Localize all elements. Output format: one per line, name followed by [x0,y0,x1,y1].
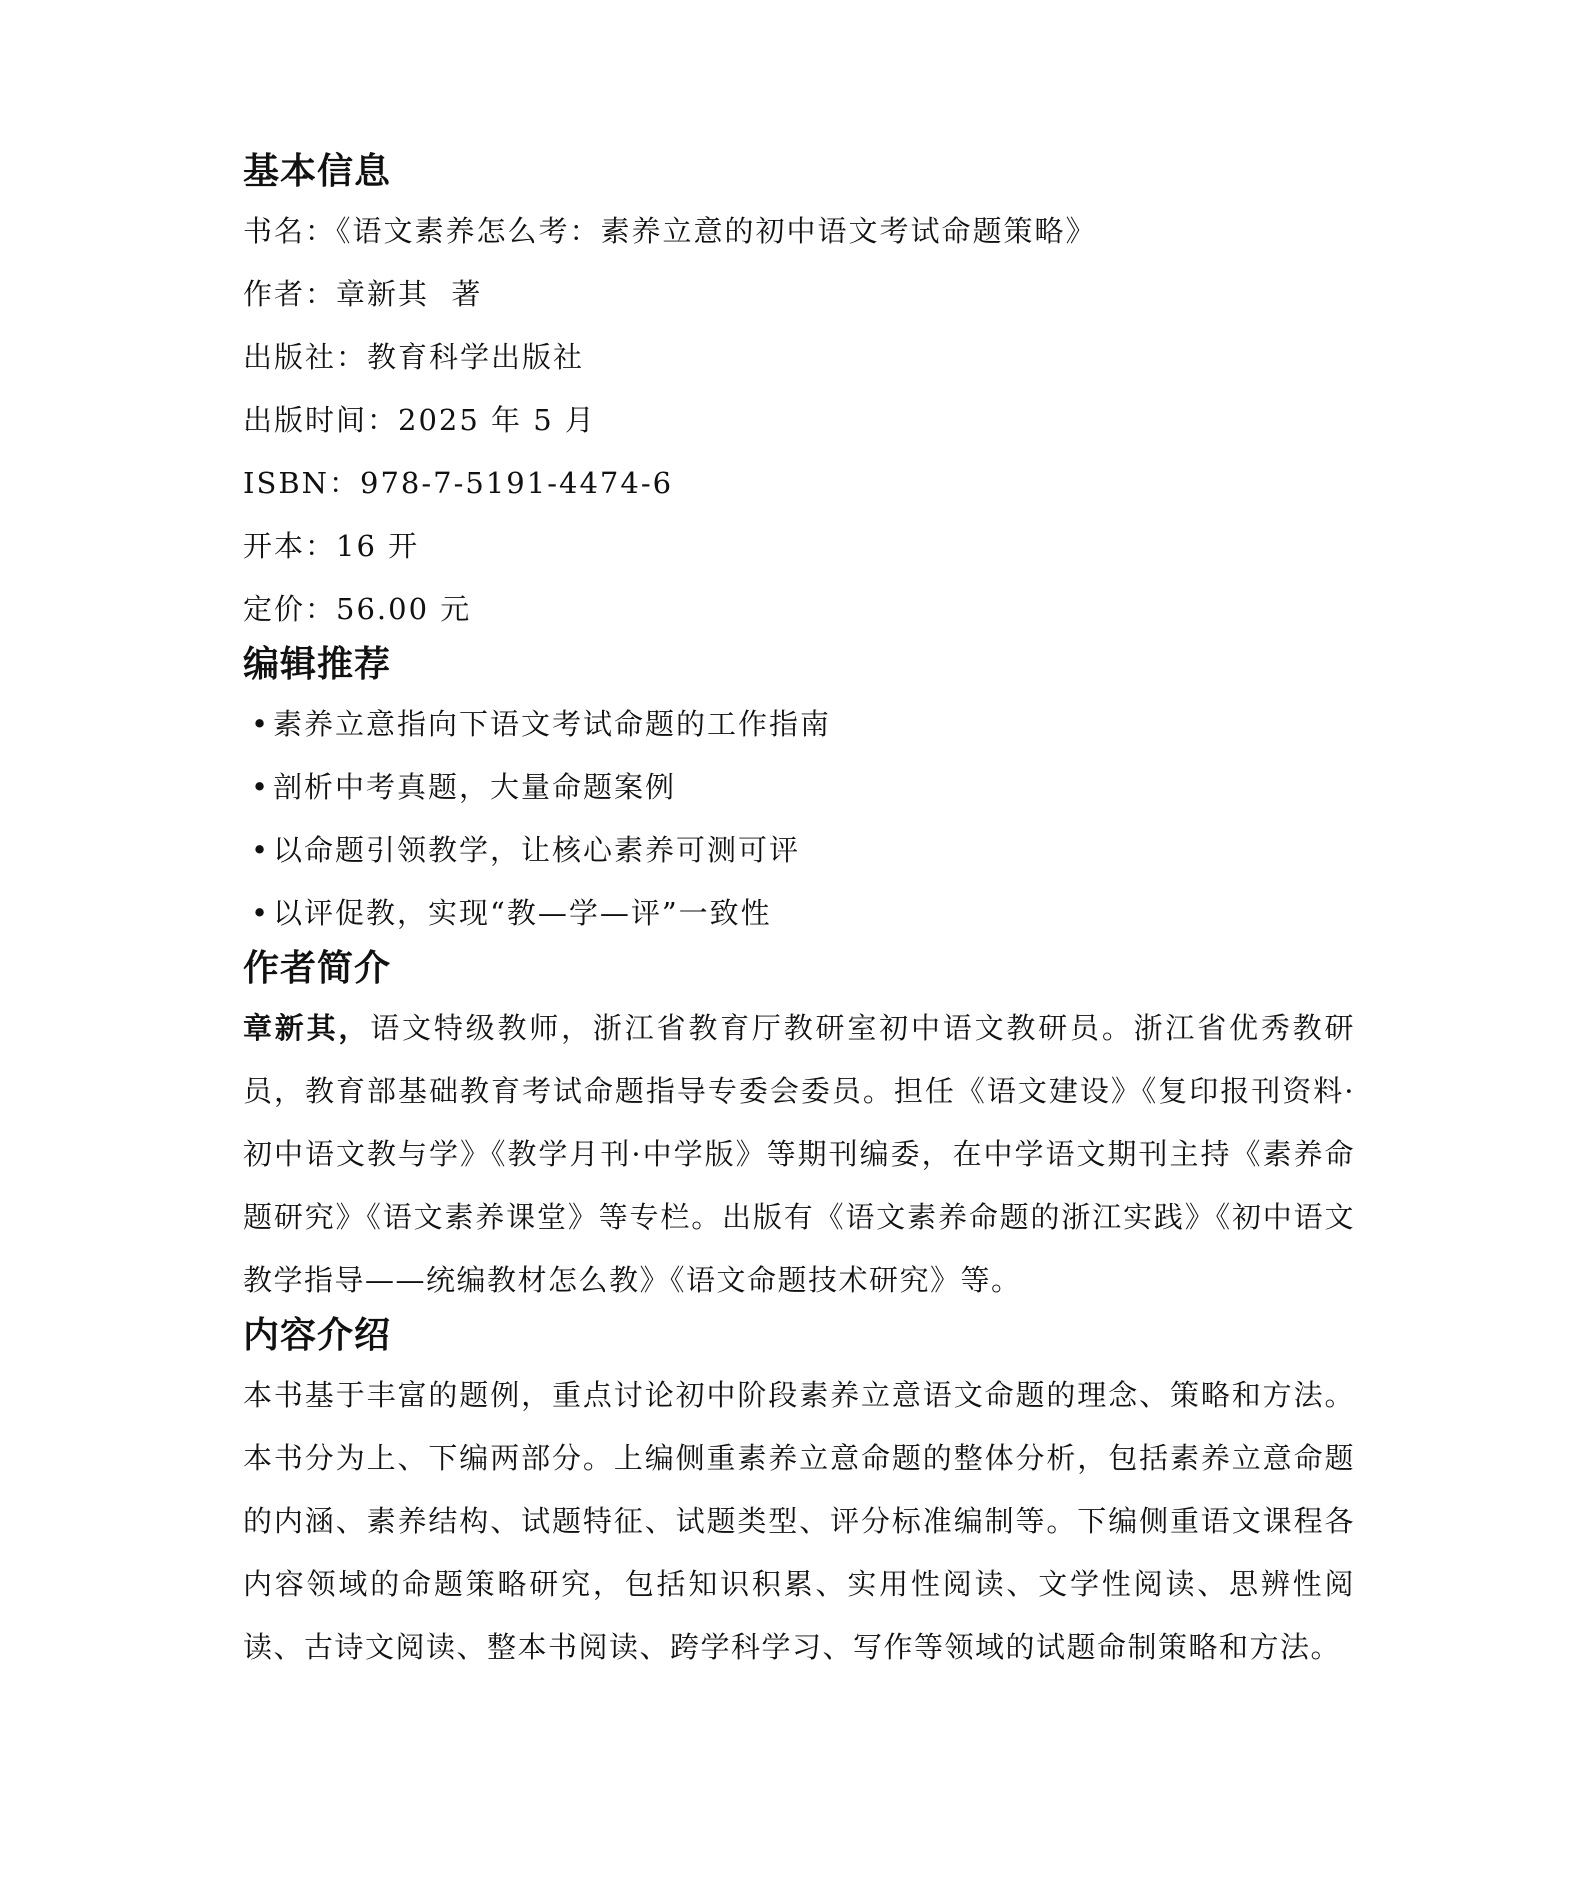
bullet-icon: • [251,707,271,741]
format-line: 开本：16 开 [243,529,420,563]
content-intro-paragraph: 本书基于丰富的题例，重点讨论初中阶段素养立意语文命题的理念、策略和方法。本书分为上、下编两部分。上编侧重素养立意命题的整体分析，包括素养立意命题的内涵、素养结构、试题特征、试题类型、评分标准编制等。下编侧重语文课程各内容领域的命题策略研究，包括知识积累、实用性阅读、文学性阅读、思辨性阅读、古诗文阅读、整本书阅读、跨学科学习、写作等领域的试题命制策略和方法。 [243,1378,1355,1664]
author-intro-paragraph [243,997,1355,1312]
recommendation-item [243,756,1355,819]
bullet-icon: • [251,896,271,930]
bullet-icon: • [251,833,271,867]
publisher-line: 出版社：教育科学出版社 [243,340,585,374]
author-intro-heading: 作者简介 [243,948,392,989]
book-title-line: 书名：《语文素养怎么考：素养立意的初中语文考试命题策略》 [243,214,1097,248]
basic-info-heading: 基本信息 [243,151,392,192]
isbn-line: ISBN：978-7-5191-4474-6 [243,466,674,500]
recommendation-text: 以评促教，实现“教—学—评”一致性 [273,896,772,930]
document-content [243,148,1355,1679]
author-intro-text: 语文特级教师，浙江省教育厅教研室初中语文教研员。浙江省优秀教研员，教育部基础教育考试命题指导专委会委员。担任《语文建设》《复印报刊资料·初中语文教与学》《教学月刊·中学版》等期刊编委，在中学语文期刊主持《素养命题研究》《语文素养课堂》等专栏。出版有《语文素养命题的浙江实践》《初中语文教学指导——统编教材怎么教》《语文命题技术研究》等。 [243,1011,1355,1297]
recommendation-item [243,693,1355,756]
editor-recommendation-heading: 编辑推荐 [243,644,392,685]
author-intro-section [243,945,1355,1312]
author-line: 作者：章新其 著 [243,277,483,311]
editor-recommendation-section [243,641,1355,945]
recommendation-text: 素养立意指向下语文考试命题的工作指南 [273,707,832,741]
pub-date-line: 出版时间：2025 年 5 月 [243,403,596,437]
author-name: 章新其， [243,1011,371,1045]
recommendation-text: 以命题引领教学，让核心素养可测可评 [273,833,801,867]
recommendation-item [243,882,1355,945]
recommendation-item [243,819,1355,882]
recommendation-text: 剖析中考真题，大量命题案例 [273,770,677,804]
bullet-icon: • [251,770,271,804]
price-line: 定价：56.00 元 [243,592,472,626]
basic-info-section [243,148,1355,641]
content-intro-section [243,1312,1355,1679]
content-intro-heading: 内容介绍 [243,1315,392,1356]
